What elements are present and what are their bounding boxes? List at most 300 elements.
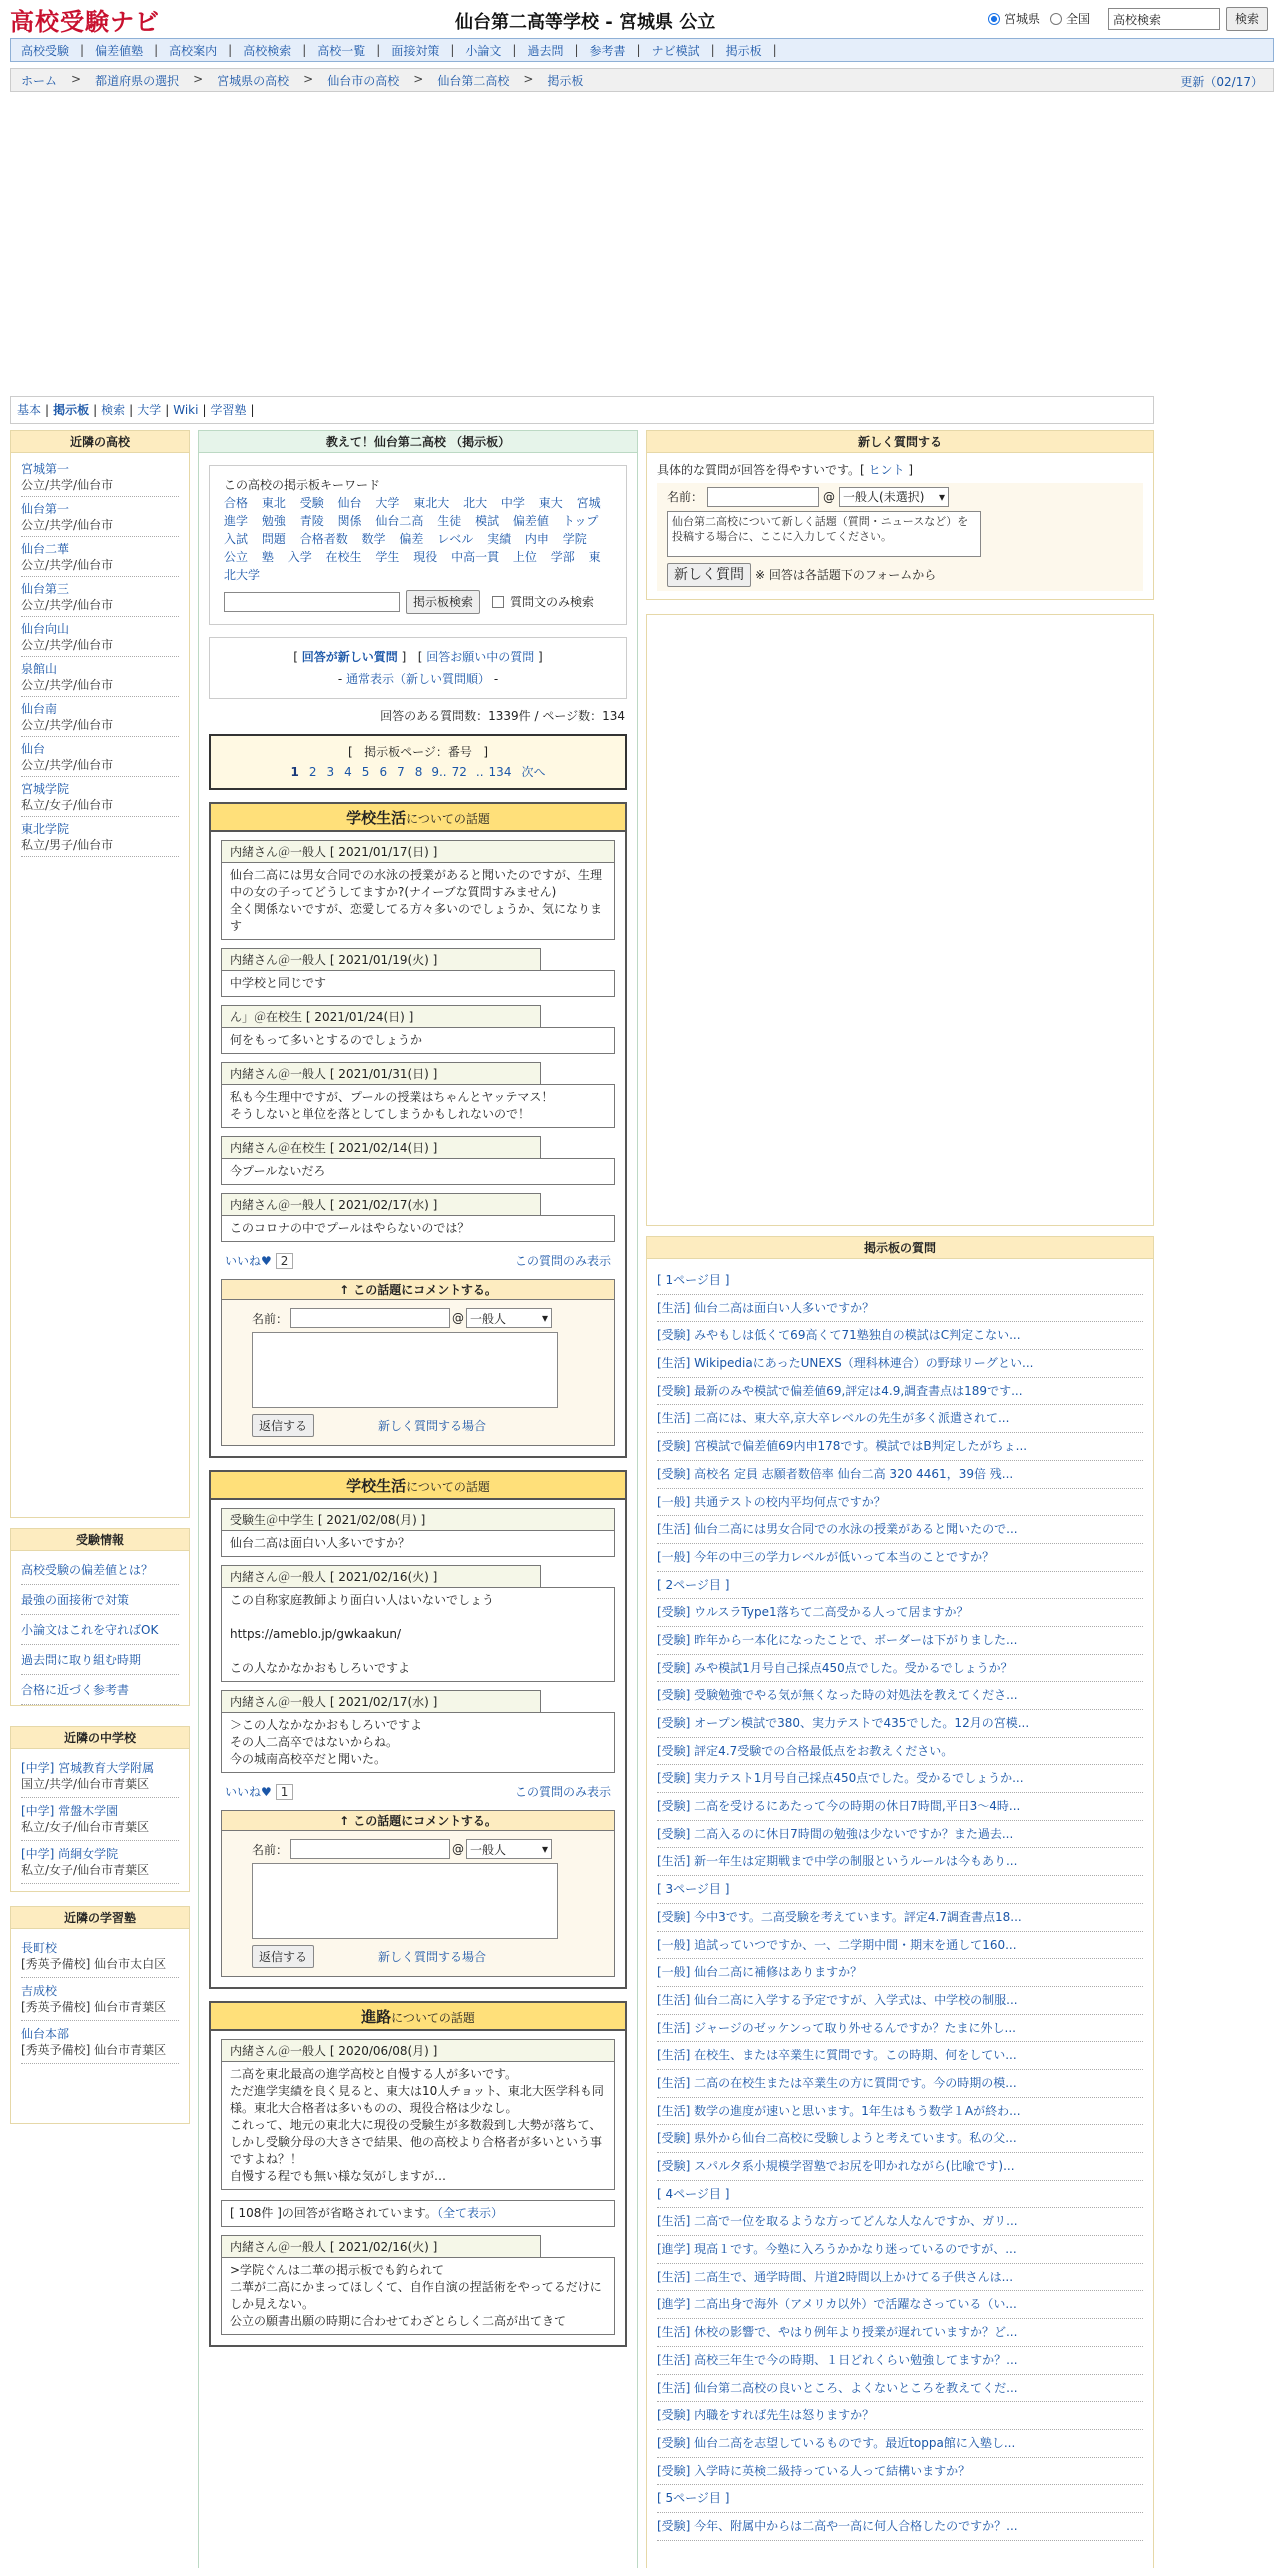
page-link[interactable]: 7 (397, 765, 405, 779)
question-link[interactable]: [受験] 内職をすれば先生は怒りますか？ (657, 2408, 875, 2423)
question-item (657, 2458, 1143, 2486)
menu-item[interactable]: 高校一覧 (317, 43, 366, 58)
link-normal[interactable]: 通常表示（新しい質問順） (345, 672, 490, 686)
question-link[interactable]: [受験] 最新のみや模試で偏差値69,評定は4.9,調査書点は189です... (657, 1383, 1023, 1398)
post (221, 1005, 615, 1054)
page-link[interactable]: 3 (326, 765, 335, 779)
question-link[interactable]: [生活] 高校三年生で今の時期、１日どれくらい勉強してますか？... (657, 2352, 1018, 2367)
question-item (657, 1295, 1143, 1323)
page-link[interactable]: 134 (488, 765, 512, 779)
keyword-link[interactable]: 学院 (562, 532, 587, 546)
question-item (657, 2319, 1143, 2347)
keyword-link[interactable]: 東北 (261, 496, 286, 510)
question-link[interactable]: [生活] 仙台二高には男女合同での水泳の授業があると聞いたので... (657, 1522, 1018, 1537)
jhs-item (21, 1755, 179, 1798)
exam-info-link[interactable]: 小論文はこれを守ればOK (21, 1623, 159, 1637)
school-link[interactable]: 仙台向山 (21, 622, 70, 636)
school-meta: 公立/共学/仙台市 (21, 558, 114, 572)
keyword-link[interactable]: 上位 (512, 550, 537, 564)
question-link[interactable]: [受験] 今中3です。二高受験を考えています。評定4.7調査書点18... (657, 1909, 1022, 1924)
question-link[interactable]: [一般] 今年の中三の学力レベルが低いって本当のことですか？ (657, 1549, 995, 1564)
scope-all-radio[interactable] (1050, 13, 1062, 25)
question-item (657, 2291, 1143, 2319)
updated-link[interactable]: 更新（02/17） (1180, 75, 1263, 89)
school-link[interactable]: 仙台第一 (21, 502, 70, 516)
school-meta: 公立/共学/仙台市 (21, 758, 114, 772)
page-heading[interactable]: [ 1ページ目 ] (657, 1273, 730, 1287)
new-question-title: 新しく質問する (647, 431, 1153, 453)
sort-links: [ 回答が新しい質問 ] [ 回答お願い中の質問 ] - 通常表示（新しい質問順） - (209, 637, 627, 699)
keyword-link[interactable]: 偏差値 (512, 514, 549, 528)
exam-info-item (21, 1615, 179, 1645)
comment-name-label: 名前： (252, 1311, 289, 1326)
jhs-meta: 国立/共学/仙台市青葉区 (21, 1777, 150, 1791)
show-all-link[interactable]: （全て表示） (436, 2206, 503, 2220)
board-search-button[interactable]: 掲示板検索 (406, 590, 480, 614)
question-item (657, 2015, 1143, 2043)
question-item (657, 1710, 1143, 1738)
question-item (657, 1267, 1143, 1295)
topic-suffix: についての話題 (391, 2011, 475, 2025)
question-intro: 具体的な質問が回答を得やすいです。 (657, 463, 861, 477)
question-link[interactable]: [受験] 入学時に英検二級持っている人って結構いますか？ (657, 2463, 971, 2478)
post-header: 受験生＠中学生 [ 2021/02/08(月) ] (221, 1508, 615, 1531)
topic-footer (225, 1252, 611, 1269)
school-meta: 公立/共学/仙台市 (21, 638, 114, 652)
keyword-link[interactable]: 問題 (261, 532, 286, 546)
like-count: 1 (276, 1784, 294, 1800)
page-link[interactable]: 2 (308, 765, 317, 779)
keyword-link[interactable]: 学生 (375, 550, 400, 564)
post-header: 内緒さん＠一般人 [ 2021/01/31(日) ] (221, 1062, 541, 1085)
menu-item[interactable]: 面接対策 (391, 43, 440, 58)
juku-meta: [秀英予備校] 仙台市太白区 (21, 1957, 167, 1971)
omitted-notice (221, 2200, 615, 2227)
question-link[interactable]: [一般] 追試っていつですか、一、二学期中間・期末を通して160... (657, 1937, 1017, 1952)
question-link[interactable]: [生活] 休校の影響で、やはり例年より授業が遅れていますか？ど... (657, 2325, 1018, 2340)
subnav-item[interactable]: 検索 (101, 403, 126, 417)
menu-item[interactable]: 高校検索 (243, 43, 292, 58)
menu-separator: | (512, 43, 517, 57)
menu-item[interactable]: 小論文 (465, 43, 502, 58)
school-link[interactable]: 泉館山 (21, 662, 58, 676)
keyword-link[interactable]: 北大 (463, 496, 488, 510)
like-group (225, 1252, 293, 1269)
breadcrumb-item[interactable]: 仙台市の高校 (327, 73, 400, 88)
topic-suffix: についての話題 (406, 812, 490, 826)
question-link[interactable]: [受験] 実力テスト1月号自己採点450点でした。受かるでしょうか... (657, 1771, 1024, 1786)
like-button[interactable]: いいね♥ (225, 1254, 272, 1268)
post-header: ん」＠在校生 [ 2021/01/24(日) ] (221, 1005, 541, 1028)
post-header: 内緒さん＠一般人 [ 2021/01/19(火) ] (221, 948, 541, 971)
keyword-link[interactable]: 東北大 (413, 496, 450, 510)
question-item (657, 1848, 1143, 1876)
breadcrumb-arrow: > (413, 71, 424, 86)
page-link[interactable]: .. (475, 765, 484, 779)
keyword-link[interactable]: レベル (437, 532, 474, 546)
keyword-link[interactable]: 宮城 (576, 496, 601, 510)
comment-role-select[interactable] (466, 1308, 552, 1328)
scope-pref-label: 宮城県 (1004, 12, 1041, 26)
like-count: 2 (276, 1253, 294, 1269)
menu-separator: | (710, 43, 715, 57)
keyword-link[interactable]: 生徒 (437, 514, 462, 528)
post-header: 内緒さん＠一般人 [ 2021/02/17(水) ] (221, 1193, 541, 1216)
school-link[interactable]: 仙台二華 (21, 542, 70, 556)
breadcrumb-arrow: > (523, 71, 534, 86)
site-logo[interactable]: 高校受験ナビ (10, 7, 160, 36)
chevron-down-icon: ▾ (938, 490, 946, 504)
juku-link[interactable]: 長町校 (21, 1941, 58, 1955)
keyword-link[interactable]: 入試 (224, 532, 249, 546)
question-link[interactable]: [受験] オープン模試で380、実力テストで435でした。12月の宮模... (657, 1716, 1030, 1730)
board-search-input[interactable] (224, 592, 400, 612)
comment-name-input[interactable] (290, 1308, 450, 1328)
question-item (657, 2153, 1143, 2181)
keyword-link[interactable]: 東北大学 (224, 550, 601, 582)
nearby-school-item (21, 817, 179, 857)
keyword-link[interactable]: 東大 (538, 496, 563, 510)
menu-item[interactable]: 偏差値塾 (95, 43, 144, 58)
comment-role-value: 一般人 (470, 1311, 507, 1326)
post (221, 1565, 615, 1682)
question-link[interactable]: [生活] 在校生、または卒業生に質問です。この時期、何をしてい... (657, 2048, 1017, 2063)
exam-info-item (21, 1675, 179, 1705)
question-link[interactable]: [進学] 現高１です。今塾に入ろうかかなり迷っているのですが、... (657, 2242, 1017, 2257)
comment-name-label: 名前： (252, 1842, 289, 1857)
school-search-input[interactable]: 高校検索 (1108, 8, 1220, 30)
question-item (657, 1572, 1143, 1600)
subnav-item[interactable]: 大学 (137, 403, 162, 417)
question-item (657, 1959, 1143, 1987)
post-body: >学院ぐんは二華の掲示板でも釣られて 二華が二高にかまってほしくて、自作自演の捏話術をやってるだけにしか見えない。 公立の願書出願の時期に合わせてわざとらしく二高が出てきて (221, 2257, 615, 2335)
question-item (657, 2513, 1143, 2541)
question-item (657, 1738, 1143, 1766)
question-item (657, 2347, 1143, 2375)
school-link[interactable]: 仙台 (21, 742, 46, 756)
jhs-link[interactable]: [中学] 常盤木学園 (21, 1804, 119, 1818)
post (221, 2235, 615, 2335)
post-body: 中学校と同じです (221, 970, 615, 997)
keyword-link[interactable]: 塾 (261, 550, 274, 564)
page-heading[interactable]: [ 2ページ目 ] (657, 1577, 730, 1592)
link-wanted[interactable]: 回答お願い中の質問 (426, 650, 535, 664)
topic-suffix: についての話題 (406, 1480, 490, 1494)
keyword-link[interactable]: 数学 (361, 532, 386, 546)
question-link[interactable]: [進学] 二高出身で海外（アメリカ以外）で活躍なさっている（い... (657, 2297, 1017, 2312)
question-item (657, 2264, 1143, 2292)
keyword-link[interactable]: 中高一貫 (451, 550, 500, 564)
post-body: 仙台二高には男女合同での水泳の授業があると聞いたのですが、生理中の女の子ってどうしてますか?(ナイーブな質問すみません) 全く関係ないですが、恋愛してる方々多いのでしょうか、気になります (221, 862, 615, 940)
question-item (657, 2375, 1143, 2403)
nearby-school-item (21, 657, 179, 697)
question-only-label: 質問文のみ検索 (510, 595, 595, 609)
link-new-answers[interactable]: 回答が新しい質問 (301, 650, 398, 664)
question-link[interactable]: [一般] 仙台二高に補修はありますか？ (657, 1965, 863, 1980)
question-link[interactable]: [生活] WikipediaにあったUNEXS（理科林連合）の野球リーグとい... (657, 1356, 1034, 1371)
new-question-button[interactable]: 新しく質問 (667, 563, 751, 587)
keyword-link[interactable]: 進学 (224, 514, 249, 528)
question-link[interactable]: [生活] 仙台第二高校の良いところ、よくないところを教えてくだ... (657, 2380, 1018, 2395)
post-body: このコロナの中でプールはやらないのでは？ (221, 1215, 615, 1242)
menu-item[interactable]: 参考書 (589, 43, 626, 58)
post (221, 840, 615, 940)
jhs-link[interactable]: [中学] 宮城教育大学附属 (21, 1761, 155, 1775)
question-link[interactable]: [受験] 高校名 定員 志願者数倍率 仙台二高 320 4461，39倍 残... (657, 1466, 1014, 1481)
keyword-link[interactable]: 青陵 (299, 514, 324, 528)
search-button[interactable]: 検索 (1226, 7, 1268, 31)
post-header: 内緒さん＠在校生 [ 2021/02/14(日) ] (221, 1136, 541, 1159)
question-link[interactable]: [生活] 数学の進度が速いと思います。1年生はもう数学１Aが終わ... (657, 2103, 1021, 2118)
question-link[interactable]: [生活] ジャージのゼッケンって取り外せるんですか？たまに外し... (657, 2020, 1016, 2035)
question-item (657, 1378, 1143, 1406)
post (221, 1136, 615, 1185)
question-item (657, 1516, 1143, 1544)
question-link[interactable]: [受験] 二高を受けるにあたって今の時期の休日7時間,平日3～4時... (657, 1799, 1021, 1814)
question-link[interactable]: [受験] 受験勉強でやる気が無くなった時の対処法を教えてくださ... (657, 1688, 1018, 1703)
page-heading[interactable]: [ 4ページ目 ] (657, 2186, 730, 2201)
question-item (657, 1405, 1143, 1433)
school-meta: 私立/女子/仙台市 (21, 798, 114, 812)
comment-role-select[interactable] (466, 1839, 552, 1859)
search-scope (988, 10, 1090, 27)
question-item (657, 2208, 1143, 2236)
page-link[interactable]: 4 (344, 765, 352, 779)
post-body: ＞この人なかなかおもしろいですよ その人二高卒ではないからね。 今の城南高校卒だと聞いた。 (221, 1712, 615, 1773)
keyword-link[interactable]: 関係 (337, 514, 362, 528)
nearby-jhs-panel (10, 1726, 190, 1892)
scope-pref-radio[interactable] (988, 13, 1000, 25)
page-heading[interactable]: [ 3ページ目 ] (657, 1882, 730, 1897)
topic-category: 進路 (361, 2008, 392, 2026)
like-button[interactable]: いいね♥ (225, 1785, 272, 1799)
exam-info-link[interactable]: 過去問に取り組む時期 (21, 1653, 142, 1667)
exam-info-link[interactable]: 高校受験の偏差値とは？ (21, 1563, 154, 1577)
keyword-link[interactable]: 偏差 (399, 532, 424, 546)
nearby-schools-panel (10, 430, 190, 898)
reply-button[interactable]: 返信する (252, 1414, 314, 1437)
exam-info-item (21, 1585, 179, 1615)
question-item (657, 1765, 1143, 1793)
keyword-link[interactable]: 学部 (550, 550, 575, 564)
school-link[interactable]: 宮城学院 (21, 782, 70, 796)
exam-info-item (21, 1645, 179, 1675)
question-link[interactable]: [受験] 仙台二高を志望しているものです。最近toppa館に入塾し... (657, 2435, 1016, 2450)
keyword-link[interactable]: 中学 (500, 496, 525, 510)
question-item (657, 1987, 1143, 2015)
keyword-link[interactable]: 在校生 (325, 550, 362, 564)
comment-form (221, 1279, 615, 1446)
chevron-down-icon: ▾ (541, 1842, 549, 1856)
topic (209, 802, 627, 1458)
subnav-separator: | (45, 403, 50, 417)
question-link[interactable]: [受験] みや模試1月号自己採点450点でした。受かるでしょうか？ (657, 1660, 1013, 1675)
page-link[interactable]: 8 (414, 765, 423, 779)
question-link[interactable]: [受験] 二高入るのに休日7時間の勉強は少ないですか？また過去... (657, 1826, 1014, 1841)
post-body: 何をもって多いとするのでしょうか (221, 1027, 615, 1054)
comment-textarea[interactable] (252, 1863, 558, 1939)
question-link[interactable]: [一般] 共通テストの校内平均何点ですか？ (657, 1494, 886, 1509)
question-item (657, 2070, 1143, 2098)
new-question-link[interactable]: 新しく質問する場合 (378, 1419, 487, 1433)
question-link[interactable]: [生活] 新一年生は定期戦まで中学の制服というルールは今もあり... (657, 1854, 1018, 1869)
school-link[interactable]: 宮城第一 (21, 462, 70, 476)
school-link[interactable]: 東北学院 (21, 822, 70, 836)
question-item (657, 1544, 1143, 1572)
juku-item (21, 1978, 179, 2021)
question-name-input[interactable] (707, 487, 819, 507)
breadcrumb-item[interactable]: 都道府県の選択 (95, 73, 180, 88)
school-link[interactable]: 仙台第三 (21, 582, 70, 596)
breadcrumb-item[interactable]: 仙台第二高校 (437, 73, 510, 88)
like-group (225, 1783, 293, 1800)
question-link[interactable]: [受験] 宮模試で偏差値69内申178です。模試ではB判定したがちょ... (657, 1439, 1028, 1454)
question-link[interactable]: [受験] 県外から仙台二高校に受験しようと考えています。私の父... (657, 2131, 1017, 2146)
exam-info-link[interactable]: 合格に近づく参考書 (21, 1683, 130, 1697)
subnav-item[interactable]: 基本 (17, 403, 42, 417)
breadcrumb (10, 68, 1274, 92)
keyword-link[interactable]: 内申 (524, 532, 549, 546)
topic-footer (225, 1783, 611, 1800)
topic-category: 学校生活 (346, 809, 407, 827)
post-header: 内緒さん＠一般人 [ 2021/02/16(火) ] (221, 1565, 541, 1588)
keyword-link[interactable]: 公立 (224, 550, 249, 564)
question-item (657, 1627, 1143, 1655)
question-item (657, 1322, 1143, 1350)
nearby-juku-title: 近隣の学習塾 (11, 1907, 189, 1929)
menu-separator: | (80, 43, 85, 57)
keyword-link[interactable]: 模試 (475, 514, 500, 528)
menu-separator: | (574, 43, 579, 57)
page-link[interactable]: 9.. (431, 765, 447, 779)
page-link[interactable]: 6 (379, 765, 388, 779)
menu-item[interactable]: 掲示板 (725, 43, 762, 58)
jhs-meta: 私立/女子/仙台市青葉区 (21, 1820, 150, 1834)
question-link[interactable]: [受験] 評定4.7受験での合格最低点をお教えください。 (657, 1743, 954, 1758)
breadcrumb-item[interactable]: ホーム (21, 73, 58, 88)
nearby-jhs-title: 近隣の中学校 (11, 1727, 189, 1749)
topic-category: 学校生活 (346, 1477, 407, 1495)
school-meta: 公立/共学/仙台市 (21, 518, 114, 532)
page-link[interactable]: 72 (451, 765, 467, 779)
question-item (657, 1876, 1143, 1904)
comment-actions (252, 1414, 614, 1437)
keyword-link[interactable]: トップ (562, 514, 599, 528)
school-meta: 公立/共学/仙台市 (21, 598, 114, 612)
question-role-select[interactable] (839, 487, 949, 507)
jhs-link[interactable]: [中学] 尚絅女学院 (21, 1847, 119, 1861)
menu-item[interactable]: 高校受験 (21, 43, 70, 58)
board-main (198, 430, 638, 2568)
keyword-link[interactable]: 合格者数 (299, 532, 348, 546)
question-link[interactable]: [生活] 二高の在校生または卒業生の方に質問です。今の時期の模... (657, 2075, 1017, 2090)
right-ad-space (646, 614, 1154, 1226)
juku-meta: [秀英予備校] 仙台市青葉区 (21, 2043, 167, 2057)
keyword-link[interactable]: 仙台二高 (375, 514, 424, 528)
page-link[interactable]: 1 (290, 765, 299, 779)
keyword-link[interactable]: 入学 (287, 550, 312, 564)
keyword-link[interactable]: 仙台 (337, 496, 362, 510)
comment-textarea[interactable] (252, 1332, 558, 1408)
reply-button[interactable]: 返信する (252, 1945, 314, 1968)
nearby-school-item (21, 537, 179, 577)
topic-header (211, 2003, 625, 2031)
keyword-link[interactable]: 勉強 (261, 514, 286, 528)
question-link[interactable]: [生活] 仙台二高に入学する予定ですが、入学式は、中学校の制服... (657, 1992, 1018, 2007)
comment-name-input[interactable] (290, 1839, 450, 1859)
topic-header (211, 804, 625, 832)
question-link[interactable]: [受験] 今年、附属中からは二高や一高に何人合格したのですか？... (657, 2518, 1018, 2533)
breadcrumb-item[interactable]: 掲示板 (547, 73, 584, 88)
question-link[interactable]: [生活] 仙台二高は面白い人多いですか？ (657, 1300, 875, 1315)
subnav-item[interactable]: 掲示板 (53, 403, 90, 417)
menu-item[interactable]: 過去問 (527, 43, 564, 58)
page-heading[interactable]: [ 5ページ目 ] (657, 2491, 730, 2506)
subnav-item[interactable]: Wiki (173, 403, 199, 417)
question-link[interactable]: [受験] みやもしは低くて69高くて71塾独自の模試はC判定こない... (657, 1328, 1021, 1343)
question-link[interactable]: [生活] 二高生で、通学時間、片道2時間以上かけてる子供さんは... (657, 2269, 1014, 2284)
keyword-link[interactable]: 現役 (413, 550, 438, 564)
post-header: 内緒さん＠一般人 [ 2021/02/17(水) ] (221, 1690, 541, 1713)
school-link[interactable]: 仙台南 (21, 702, 58, 716)
keyword-link[interactable]: 合格 (224, 496, 249, 510)
question-item (657, 1350, 1143, 1378)
question-item (657, 1904, 1143, 1932)
nearby-school-item (21, 737, 179, 777)
topic (209, 1470, 627, 1989)
breadcrumb-item[interactable]: 宮城県の高校 (217, 73, 290, 88)
menu-item[interactable]: ナビ模試 (651, 43, 700, 58)
question-item (657, 1793, 1143, 1821)
question-textarea[interactable]: 仙台第二高校について新しく話題（質問・ニュースなど）を投稿する場合に、ここに入力してください。 (667, 511, 981, 557)
keyword-link[interactable]: 実績 (487, 532, 512, 546)
juku-link[interactable]: 吉成校 (21, 1984, 58, 1998)
juku-link[interactable]: 仙台本部 (21, 2027, 70, 2041)
menu-separator: | (376, 43, 381, 57)
menu-item[interactable]: 高校案内 (169, 43, 218, 58)
question-only-checkbox[interactable] (492, 596, 504, 608)
jhs-item (21, 1841, 179, 1884)
question-link[interactable]: [生活] 二高には、東大卒,京大卒レベルの先生が多く派遣されて... (657, 1411, 1010, 1426)
question-item (657, 1599, 1143, 1627)
keyword-link[interactable]: 受験 (299, 496, 324, 510)
question-item (657, 2485, 1143, 2513)
nearby-juku-panel (10, 1906, 190, 2124)
new-question-link[interactable]: 新しく質問する場合 (378, 1950, 487, 1964)
post-body: この自称家庭教師より面白い人はいないでしょう https://ameblo.jp/gwkaakun/ この人なかなかおもしろいですよ (221, 1587, 615, 1682)
exam-info-link[interactable]: 最強の面接術で対策 (21, 1593, 130, 1607)
post (221, 1062, 615, 1128)
question-link[interactable]: [生活] 二高で一位を取るような方ってどんな人なんですか、ガリ... (657, 2214, 1018, 2229)
nearby-school-item (21, 697, 179, 737)
question-item (657, 2042, 1143, 2070)
keyword-box (209, 465, 627, 625)
question-link[interactable]: [受験] ウルスラType1落ちて二高受かる人って居ますか？ (657, 1605, 969, 1620)
post-header: 内緒さん＠一般人 [ 2021/02/16(火) ] (221, 2235, 541, 2258)
question-link[interactable]: [受験] スパルタ系小規模学習塾でお尻を叩かれながら(比喩です)... (657, 2159, 1015, 2173)
question-link[interactable]: [受験] 昨年から一本化になったことで、ボーダーは下がりました... (657, 1632, 1018, 1647)
hint-link[interactable]: ヒント (868, 463, 905, 477)
subnav-item[interactable]: 学習塾 (210, 403, 247, 417)
post-header: 内緒さん＠一般人 [ 2020/06/08(月) ] (221, 2039, 615, 2062)
show-only-question-link[interactable]: この質問のみ表示 (514, 1785, 611, 1799)
page-link[interactable]: 次へ (521, 765, 546, 779)
comment-name-row (252, 1308, 614, 1328)
show-only-question-link[interactable]: この質問のみ表示 (514, 1254, 611, 1268)
subnav-separator: | (165, 403, 170, 417)
keyword-link[interactable]: 大学 (375, 496, 400, 510)
page-link[interactable]: 5 (361, 765, 370, 779)
